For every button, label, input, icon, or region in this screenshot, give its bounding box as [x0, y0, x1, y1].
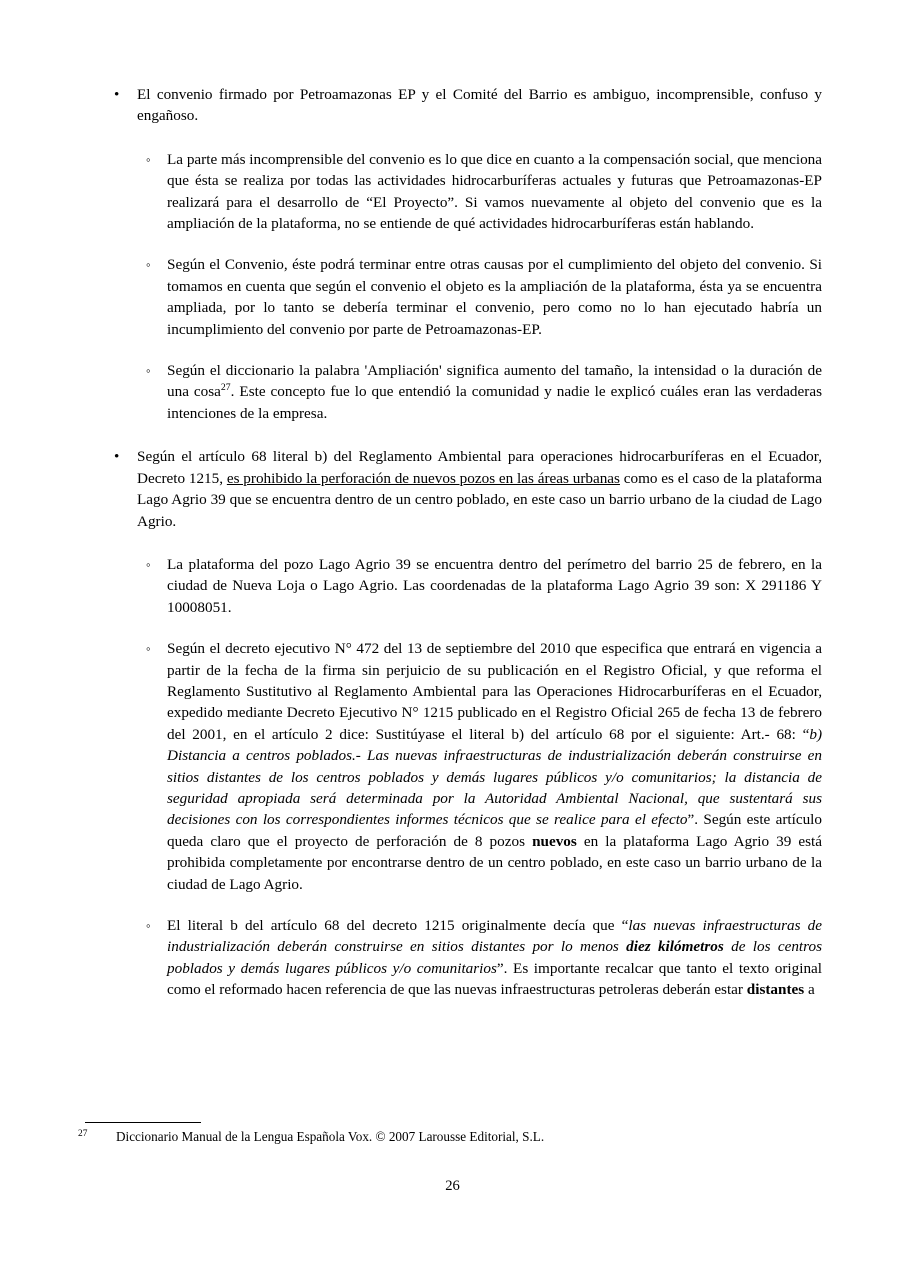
spacer: [112, 340, 822, 360]
italic-quote: de los centros poblados y demás lugares públicos y/o comunitarios: [167, 938, 822, 977]
paragraph-text: [167, 915, 822, 1001]
text-run: como es el caso de la plataforma Lago Agrio 39 que se encuentra dentro de un centro poblado, en este caso un barrio urbano de la ciudad de Lago Agrio.: [137, 469, 822, 530]
paragraph-text: [137, 446, 822, 532]
paragraph-text: La parte más incomprensible del convenio es lo que dice en cuanto a la compensación social, que menciona que ésta se realiza por todas las actividades hidrocarburíferas actuales y futuras que Petroamazonas-EP realizará para el desarrollo de “El Proyecto”. Si vamos nuevamente al objeto del convenio que es la ampliación de la plataforma, no se entiende de qué actividades hidrocarburíferas están hablando.: [167, 150, 822, 233]
italic-quote: b) Distancia a centros poblados.- Las nuevas infraestructuras de industrialización deberán construirse en sitios distantes de los centros poblados y demás lugares públicos y/o comunitarios; la distancia de seguridad apropiada será determinada por la Autoridad Ambiental Nacional, que sustentará sus decisiones con los correspondientes informes técnicos que se realice para el efecto: [167, 725, 822, 829]
underlined-text: es prohibido la perforación de nuevos pozos en las áreas urbanas: [226, 469, 620, 487]
bullet-disc-icon: •: [114, 448, 120, 466]
text-run: Según el decreto ejecutivo N° 472 del 13 de septiembre del 2010 que especifica que entrará en vigencia a partir de la fecha de la firma sin perjuicio de su publicación en el Registro Oficial, y que reforma el Reglamento Sustitutivo al Reglamento Ambiental para las Operaciones Hidrocarburíferas en el Ecuador, expedido mediante Decreto Ejecutivo N° 1215 publicado en el Registro Oficial 265 de fecha 13 de febrero del 2001, en el artículo 2 dice: Sustitúyase el literal b) del artículo 68 por el siguiente: Art.- 68: “: [167, 640, 822, 743]
italic-quote: las nuevas infraestructuras de industrialización deberán construirse en sitios distantes por lo menos: [167, 917, 822, 956]
footnote-text: Diccionario Manual de la Lengua Española Vox. © 2007 Larousse Editorial, S.L.: [116, 1129, 545, 1144]
footnote: 27 Diccionario Manual de la Lengua Española Vox. © 2007 Larousse Editorial, S.L.: [78, 1128, 545, 1144]
list-item: [112, 149, 822, 235]
list-item: [112, 554, 822, 618]
paragraph-text: La plataforma del pozo Lago Agrio 39 se encuentra dentro del perímetro del barrio 25 de febrero, en la ciudad de Nueva Loja o Lago Agrio. Las coordenadas de la plataforma Lago Agrio 39 son: X 291186 Y 10008051.: [167, 555, 822, 616]
list-item: [112, 254, 822, 340]
bullet-circle-icon: ◦: [146, 556, 151, 572]
page-number: 26: [445, 1178, 460, 1194]
list-item: [112, 915, 822, 1001]
list-item: [112, 446, 822, 532]
spacer: [112, 234, 822, 254]
text-run: ”. Según este artículo queda claro que el proyecto de perforación de 8 pozos: [167, 811, 822, 850]
paragraph-text: El convenio firmado por Petroamazonas EP y el Comité del Barrio es ambiguo, incomprensible, confuso y engañoso.: [137, 86, 822, 125]
bullet-circle-icon: ◦: [146, 641, 151, 657]
list-item: [112, 84, 822, 127]
bullet-disc-icon: •: [114, 86, 120, 103]
bullet-circle-icon: ◦: [146, 363, 151, 379]
text-run: . Este concepto fue lo que entendió la comunidad y nadie le explicó cuáles eran las verdaderas intenciones de la empresa.: [167, 383, 822, 422]
spacer: [112, 424, 822, 446]
text-run: El literal b del artículo 68 del decreto 1215 originalmente decía que “: [167, 917, 629, 934]
bold-emphasis: distantes: [746, 981, 805, 999]
spacer: [112, 532, 822, 554]
text-run: ”. Es importante recalcar que tanto el texto original como el reformado hacen referencia de que las nuevas infraestructuras petroleras deberán estar: [167, 959, 823, 999]
page-content: [112, 84, 822, 1001]
bullet-circle-icon: ◦: [146, 257, 151, 273]
text-run: en la plataforma Lago Agrio 39 está prohibida completamente por encontrarse dentro de un centro poblado, en este caso un barrio urbano de la ciudad de Lago Agrio.: [167, 832, 823, 893]
paragraph-text: [167, 360, 822, 424]
footnote-reference[interactable]: 27: [220, 382, 231, 394]
spacer: [112, 895, 822, 915]
bold-emphasis: nuevos: [532, 832, 577, 850]
bold-italic-emphasis: diez kilómetros: [626, 938, 724, 956]
list-item: [112, 638, 822, 895]
footnote-separator: [85, 1122, 201, 1123]
paragraph-text: [167, 638, 822, 895]
text-run: Según el artículo 68 literal b) del Reglamento Ambiental para operaciones hidrocarburíferas en el Ecuador, Decreto 1215,: [137, 448, 822, 487]
spacer: [112, 618, 822, 638]
bullet-circle-icon: ◦: [146, 151, 151, 167]
text-run: Según el diccionario la palabra 'Ampliación' significa aumento del tamaño, la intensidad o la duración de una cosa: [167, 362, 822, 401]
spacer: [112, 127, 822, 149]
list-item: [112, 360, 822, 424]
bullet-circle-icon: ◦: [146, 918, 151, 933]
paragraph-text: Según el Convenio, éste podrá terminar entre otras causas por el cumplimiento del objeto del convenio. Si tomamos en cuenta que según el convenio el objeto es la ampliación de la plataforma, ésta ya se encuentra ampliada, por lo tanto se debería terminar el convenio, pero como no lo han ejecutado habría un incumplimiento del convenio por parte de Petroamazonas-EP.: [167, 256, 822, 338]
text-run: a: [804, 981, 815, 999]
